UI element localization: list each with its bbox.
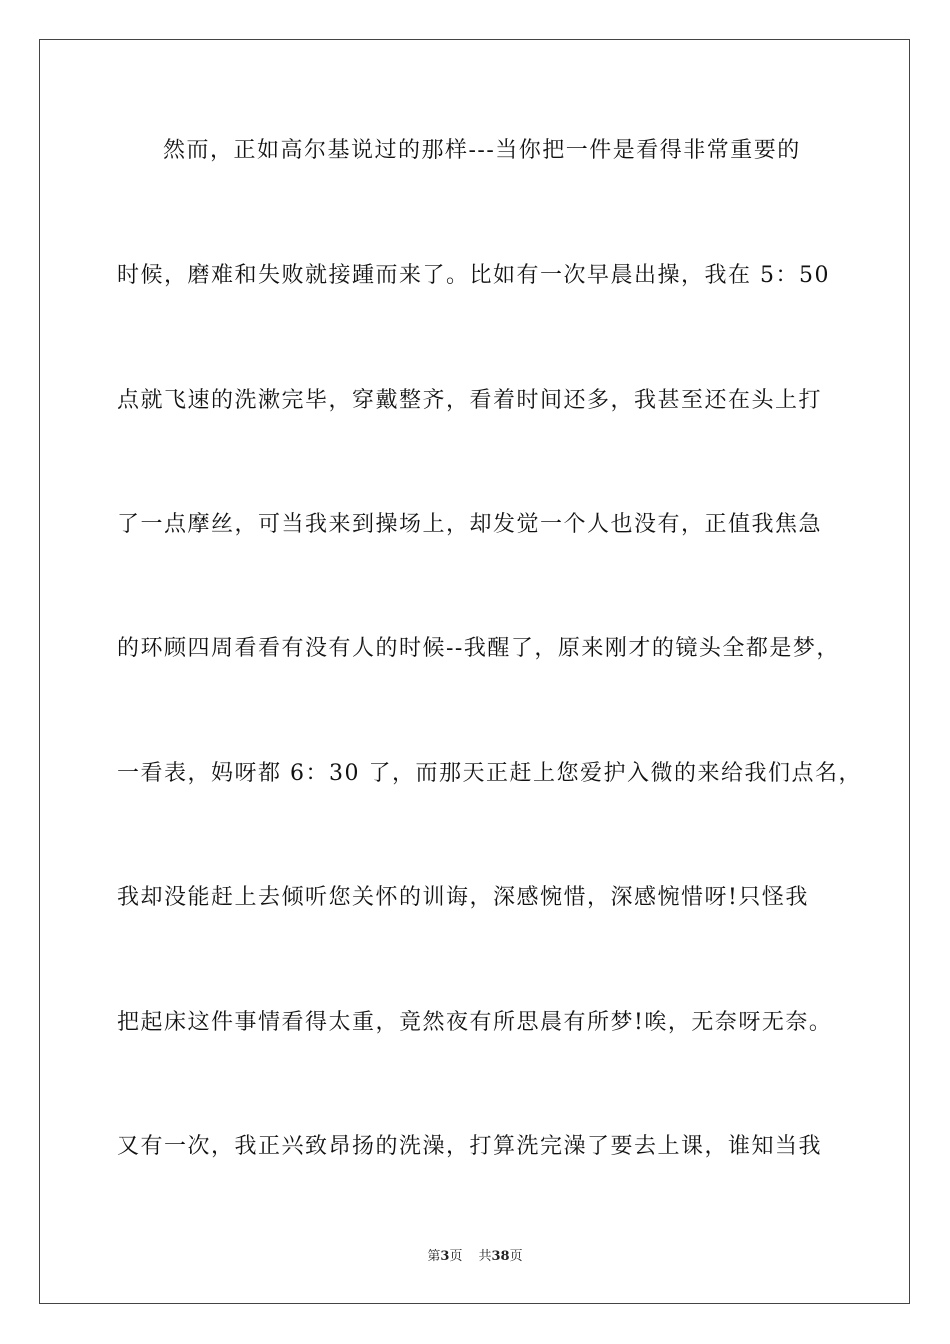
page-prefix: 第 [427, 1249, 441, 1264]
total-pages: 38 [491, 1249, 510, 1264]
page-suffix: 页 [449, 1249, 463, 1264]
total-prefix: 共 [478, 1249, 492, 1264]
paragraph-line-6: 一看表，妈呀都 6：30 了，而那天正赶上您爱护入微的来给我们点名， [117, 761, 862, 786]
page-frame [39, 39, 910, 1304]
paragraph-line-2: 时候，磨难和失败就接踵而来了。比如有一次早晨出操，我在 5：50 [117, 263, 830, 288]
paragraph-line-4: 了一点摩丝，可当我来到操场上，却发觉一个人也没有，正值我焦急 [117, 512, 823, 537]
paragraph-line-7: 我却没能赶上去倾听您关怀的训诲，深感惋惜，深感惋惜呀!只怪我 [117, 885, 809, 910]
page-footer [0, 1248, 950, 1266]
total-suffix: 页 [509, 1249, 523, 1264]
paragraph-line-5: 的环顾四周看看有没有人的时候--我醒了，原来刚才的镜头全都是梦， [117, 636, 840, 661]
paragraph-line-8: 把起床这件事情看得太重，竟然夜有所思晨有所梦!唉，无奈呀无奈。 [117, 1010, 833, 1035]
paragraph-line-9: 又有一次，我正兴致昂扬的洗澡，打算洗完澡了要去上课，谁知当我 [117, 1134, 823, 1159]
paragraph-line-1: 然而，正如高尔基说过的那样---当你把一件是看得非常重要的 [163, 138, 801, 163]
paragraph-line-3: 点就飞速的洗漱完毕，穿戴整齐，看着时间还多，我甚至还在头上打 [117, 388, 823, 413]
page-number: 3 [440, 1249, 450, 1264]
